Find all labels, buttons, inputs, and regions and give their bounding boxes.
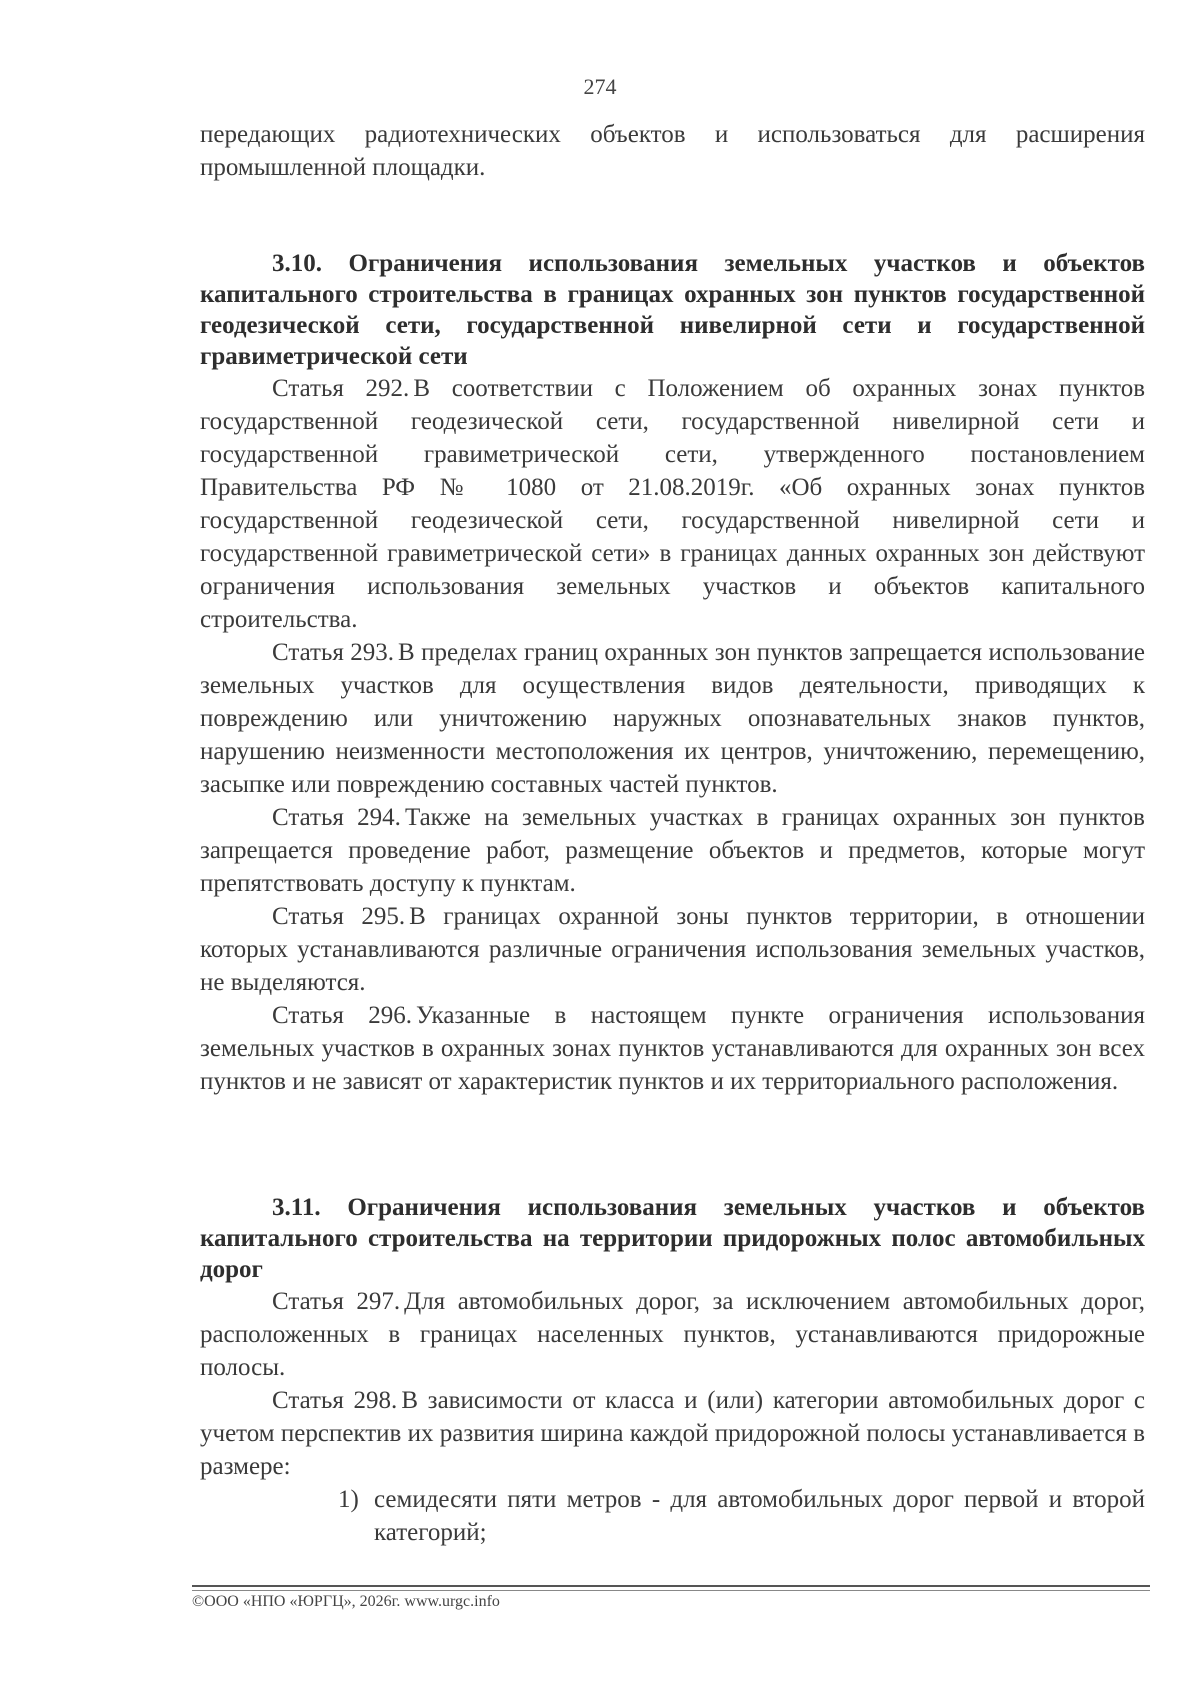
footer-divider (192, 1585, 1150, 1587)
article-text: Указанные в настоящем пункте ограничения использования земельных участков в охранных зонах пунктов устанавливаются для охранных зон всех пунктов и не зависят от характеристик пунктов и их территориального расположения. (200, 1002, 1145, 1095)
article-text: Также на земельных участках в границах охранных зон пунктов запрещается проведение работ, размещение объектов и предметов, которые могут препятствовать доступу к пунктам. (200, 804, 1145, 897)
article-label: Статья 294. (272, 804, 401, 831)
article-297 (200, 1285, 1145, 1384)
article-label: Статья 295. (272, 903, 406, 930)
article-text: В соответствии с Положением об охранных зонах пунктов государственной геодезической сети, государственной нивелирной сети и государственной гравиметрической сети, утвержденного постановлением Правительства РФ № 1080 от 21.08.2019г. «Об охранных зонах пунктов государственной геодезической сети, государственной нивелирной сети и государственной гравиметрической сети» в границах данных охранных зон действуют ограничения использования земельных участков и объектов капитального строительства. (200, 375, 1145, 633)
article-293 (200, 636, 1145, 801)
article-296 (200, 999, 1145, 1098)
section-title: Ограничения использования земельных участков и объектов капитального строительства на территории придорожных полос автомобильных дорог (200, 1194, 1146, 1283)
article-text: В границах охранной зоны пунктов территории, в отношении которых устанавливаются различные ограничения использования земельных участков, не выделяются. (200, 903, 1145, 996)
article-292 (200, 372, 1145, 636)
article-label: Статья 297. (272, 1288, 401, 1315)
page-number: 274 (583, 74, 617, 99)
list-item-text: семидесяти пяти метров - для автомобильных дорог первой и второй категорий; (374, 1486, 1145, 1546)
intro-paragraph (200, 118, 1145, 184)
footer-divider-thin (192, 1590, 1150, 1591)
article-label: Статья 296. (272, 1002, 413, 1029)
article-label: Статья 292. (272, 375, 410, 402)
article-label: Статья 293. (272, 639, 394, 666)
article-label: Статья 298. (272, 1387, 398, 1414)
section-number: 3.10. (272, 250, 322, 277)
section-title: Ограничения использования земельных участков и объектов капитального строительства в границах охранных зон пунктов государственной геодезической сети, государственной нивелирной сети и государственной гравиметрической сети (200, 250, 1145, 370)
footer-copyright: ©ООО «НПО «ЮРГЦ», 2026г. www.urgc.info (192, 1593, 500, 1610)
article-298 (200, 1384, 1145, 1483)
article-text: Для автомобильных дорог, за исключением автомобильных дорог, расположенных в границах населенных пунктов, устанавливаются придорожные полосы. (200, 1288, 1145, 1381)
intro-text: передающих радиотехнических объектов и использоваться для расширения промышленной площадки. (200, 121, 1145, 181)
section-heading (200, 1192, 1145, 1285)
section-heading (200, 248, 1145, 372)
list-item (200, 1483, 1145, 1549)
article-text: В зависимости от класса и (или) категории автомобильных дорог с учетом перспектив их развития ширина каждой придорожной полосы устанавливается в размере: (200, 1387, 1145, 1480)
article-294 (200, 801, 1145, 900)
section-number: 3.11. (272, 1194, 321, 1221)
section-3-11 (200, 1192, 1145, 1549)
list-marker: 1) (338, 1486, 359, 1513)
article-295 (200, 900, 1145, 999)
section-3-10 (200, 248, 1145, 1098)
article-text: В пределах границ охранных зон пунктов запрещается использование земельных участков для осуществления видов деятельности, приводящих к повреждению или уничтожению наружных опознавательных знаков пунктов, нарушению неизменности местоположения их центров, уничтожению, перемещению, засыпке или повреждению составных частей пунктов. (200, 639, 1145, 798)
